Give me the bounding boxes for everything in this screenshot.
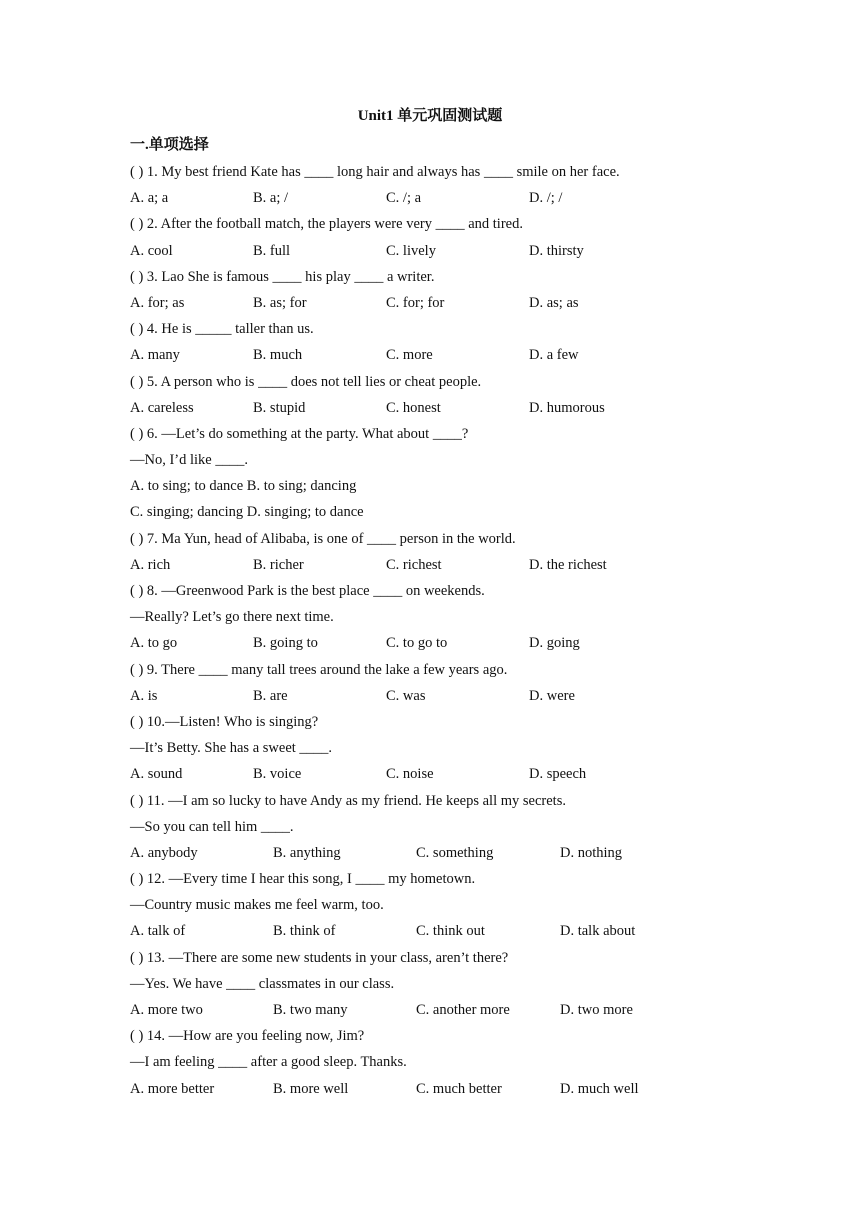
option-b: B. think of xyxy=(273,923,336,940)
option-c: C. another more xyxy=(416,1002,510,1018)
option-c: C. honest xyxy=(386,399,441,416)
option-d: D. going xyxy=(529,635,580,652)
option-c: C. richest xyxy=(386,556,442,573)
option-a: A. anybody xyxy=(130,844,198,861)
option-c: C. to go to xyxy=(386,635,448,652)
options-line: A. to sing; to dance B. to sing; dancing xyxy=(130,478,357,495)
option-c: C. think out xyxy=(416,923,485,940)
option-c: C. more xyxy=(386,347,433,364)
option-b: B. more well xyxy=(273,1080,349,1097)
question-text: ( ) 12. —Every time I hear this song, I ____ my hometown. xyxy=(130,871,476,888)
option-d: D. two more xyxy=(560,1002,633,1018)
page-title: Unit1 单元巩固测试题 xyxy=(357,108,503,124)
options-row xyxy=(130,342,750,368)
option-d: D. much well xyxy=(560,1080,639,1097)
option-a: A. is xyxy=(130,687,158,704)
question-text: ( ) 10.—Listen! Who is singing? xyxy=(130,713,319,730)
question-text: ( ) 14. —How are you feeling now, Jim? xyxy=(130,1028,365,1045)
answer-line: —Yes. We have ____ classmates in our class. xyxy=(130,975,395,992)
option-b: B. much xyxy=(253,347,303,364)
question-text: ( ) 3. Lao She is famous ____ his play ____ a writer. xyxy=(130,268,435,285)
option-b: B. richer xyxy=(253,556,304,573)
option-b: B. as; for xyxy=(253,294,307,311)
question-text: ( ) 4. He is _____ taller than us. xyxy=(130,321,314,338)
question-text: ( ) 9. There ____ many tall trees around the lake a few years ago. xyxy=(130,661,508,678)
option-d: D. were xyxy=(529,687,575,704)
options-line: C. singing; dancing D. singing; to dance xyxy=(130,504,364,521)
options-row xyxy=(130,761,750,787)
answer-line: —It’s Betty. She has a sweet ____. xyxy=(130,740,333,757)
option-a: A. rich xyxy=(130,556,171,573)
option-a: A. cool xyxy=(130,242,173,259)
option-b: B. voice xyxy=(253,766,302,783)
option-b: B. going to xyxy=(253,635,318,652)
answer-line: —So you can tell him ____. xyxy=(130,818,294,835)
question-text: ( ) 6. —Let’s do something at the party. What about ____? xyxy=(130,425,469,442)
option-c: C. was xyxy=(386,687,426,704)
options-row xyxy=(130,290,750,316)
option-a: A. for; as xyxy=(130,294,185,311)
options-row xyxy=(130,238,750,264)
option-d: D. nothing xyxy=(560,844,623,861)
options-row xyxy=(130,840,750,866)
option-b: B. anything xyxy=(273,844,341,861)
option-b: B. two many xyxy=(273,1002,348,1018)
option-b: B. stupid xyxy=(253,399,306,416)
option-b: B. are xyxy=(253,687,288,704)
option-a: A. more better xyxy=(130,1080,215,1097)
option-d: D. talk about xyxy=(560,923,636,940)
option-d: D. /; / xyxy=(529,190,563,207)
question-text: ( ) 11. —I am so lucky to have Andy as my friend. He keeps all my secrets. xyxy=(130,792,566,809)
options-row xyxy=(130,683,750,709)
option-c: C. noise xyxy=(386,766,434,783)
option-d: D. as; as xyxy=(529,294,579,311)
options-row xyxy=(130,997,750,1023)
question-text: ( ) 7. Ma Yun, head of Alibaba, is one of ____ person in the world. xyxy=(130,530,516,547)
answer-line: —Really? Let’s go there next time. xyxy=(130,609,334,626)
option-a: A. more two xyxy=(130,1002,203,1018)
options-row xyxy=(130,185,750,211)
option-c: C. lively xyxy=(386,242,436,259)
options-row xyxy=(130,395,750,421)
option-a: A. talk of xyxy=(130,923,186,940)
options-row xyxy=(130,552,750,578)
option-d: D. a few xyxy=(529,347,579,364)
option-a: A. to go xyxy=(130,635,178,652)
question-text: ( ) 1. My best friend Kate has ____ long hair and always has ____ smile on her face. xyxy=(130,164,620,180)
question-text: ( ) 2. After the football match, the players were very ____ and tired. xyxy=(130,216,523,233)
option-c: C. much better xyxy=(416,1080,502,1097)
options-row xyxy=(130,918,750,944)
question-text: ( ) 13. —There are some new students in your class, aren’t there? xyxy=(130,949,509,966)
section-heading: 一.单项选择 xyxy=(130,137,209,153)
option-a: A. careless xyxy=(130,399,194,416)
option-d: D. thirsty xyxy=(529,242,584,259)
question-text: ( ) 8. —Greenwood Park is the best place ____ on weekends. xyxy=(130,583,485,599)
option-b: B. full xyxy=(253,242,291,259)
answer-line: —I am feeling ____ after a good sleep. Thanks. xyxy=(130,1054,407,1071)
option-a: A. many xyxy=(130,347,180,364)
option-d: D. speech xyxy=(529,766,587,783)
answer-line: —No, I’d like ____. xyxy=(130,452,248,469)
question-list xyxy=(130,159,750,1102)
option-d: D. the richest xyxy=(529,556,607,573)
option-a: A. a; a xyxy=(130,190,169,207)
option-b: B. a; / xyxy=(253,190,289,207)
option-c: C. something xyxy=(416,844,494,861)
options-row xyxy=(130,1076,750,1102)
option-c: C. /; a xyxy=(386,190,422,207)
options-row xyxy=(130,630,750,656)
option-c: C. for; for xyxy=(386,294,445,311)
answer-line: —Country music makes me feel warm, too. xyxy=(130,897,384,914)
option-d: D. humorous xyxy=(529,399,605,416)
option-a: A. sound xyxy=(130,766,183,783)
question-text: ( ) 5. A person who is ____ does not tell lies or cheat people. xyxy=(130,373,482,390)
